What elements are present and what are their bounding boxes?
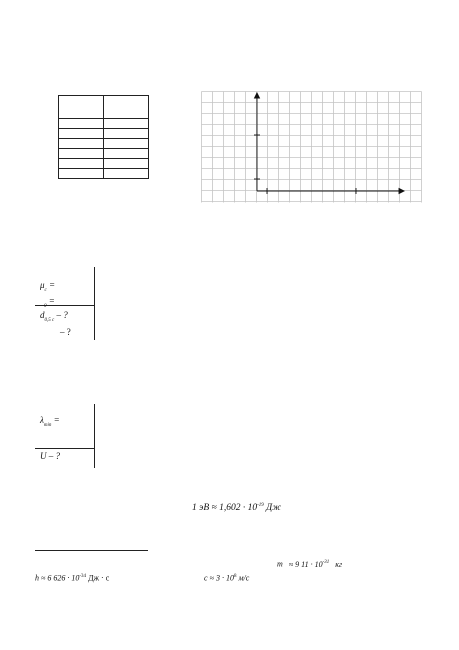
table-row: [59, 129, 149, 139]
graph-grid: [201, 91, 422, 203]
d-find: [40, 310, 68, 326]
lambda-subscript: min: [43, 422, 52, 428]
footnote-separator: [35, 550, 148, 551]
d-subscript: 0,5 c: [44, 317, 55, 323]
ev-conversion: [192, 501, 281, 513]
equals-sign: =: [48, 296, 55, 306]
table-row: [59, 139, 149, 149]
electron-mass: [277, 558, 342, 570]
lambda-min-given: [40, 415, 60, 431]
table-row: [59, 159, 149, 169]
x-axis-arrow: [399, 189, 404, 194]
table-row: [59, 169, 149, 179]
given2-divider-vertical: [94, 404, 95, 468]
mass-symbol: m: [277, 559, 283, 569]
ev-exponent: -19: [257, 503, 264, 508]
given-divider-vertical: [94, 267, 95, 340]
light-exponent: 8: [233, 574, 237, 579]
planck-exponent: -34: [79, 574, 87, 579]
mu-c-given: [40, 280, 55, 296]
mu-symbol: μ: [40, 280, 45, 290]
d-symbol: d: [40, 310, 45, 320]
voltage-find: U – ?: [40, 451, 60, 461]
find-marker: – ?: [56, 310, 68, 320]
light-value: c ≈ 3 · 10: [204, 573, 234, 583]
planck-unit: Дж · с: [86, 573, 110, 583]
equals-sign: =: [53, 415, 60, 425]
data-table: [58, 95, 149, 179]
find-marker-2: – ?: [60, 327, 71, 337]
planck-value: h ≈ 6 626 · 10: [35, 573, 80, 583]
ev-unit: Дж: [263, 503, 282, 514]
mass-exponent: -31: [322, 560, 330, 565]
table-row: [59, 149, 149, 159]
ev-left: 1 эВ ≈ 1,602 · 10: [192, 503, 258, 514]
table-row: [59, 96, 149, 119]
mu-subscript: c: [44, 287, 47, 293]
zero-subscript: 0: [44, 303, 47, 309]
light-unit: м/с: [236, 573, 250, 583]
equals-sign: =: [49, 280, 56, 290]
lambda-symbol: λ: [40, 415, 44, 425]
speed-of-light: [204, 572, 249, 584]
axes: [254, 93, 404, 194]
mass-value: ≈ 9 11 · 10: [288, 559, 323, 569]
table-row: [59, 119, 149, 129]
planck-constant: [35, 572, 109, 584]
given2-divider-horizontal: [35, 448, 95, 449]
grid-lines: [202, 92, 422, 203]
y-axis-arrow: [255, 93, 260, 98]
mass-unit: кг: [335, 559, 343, 569]
